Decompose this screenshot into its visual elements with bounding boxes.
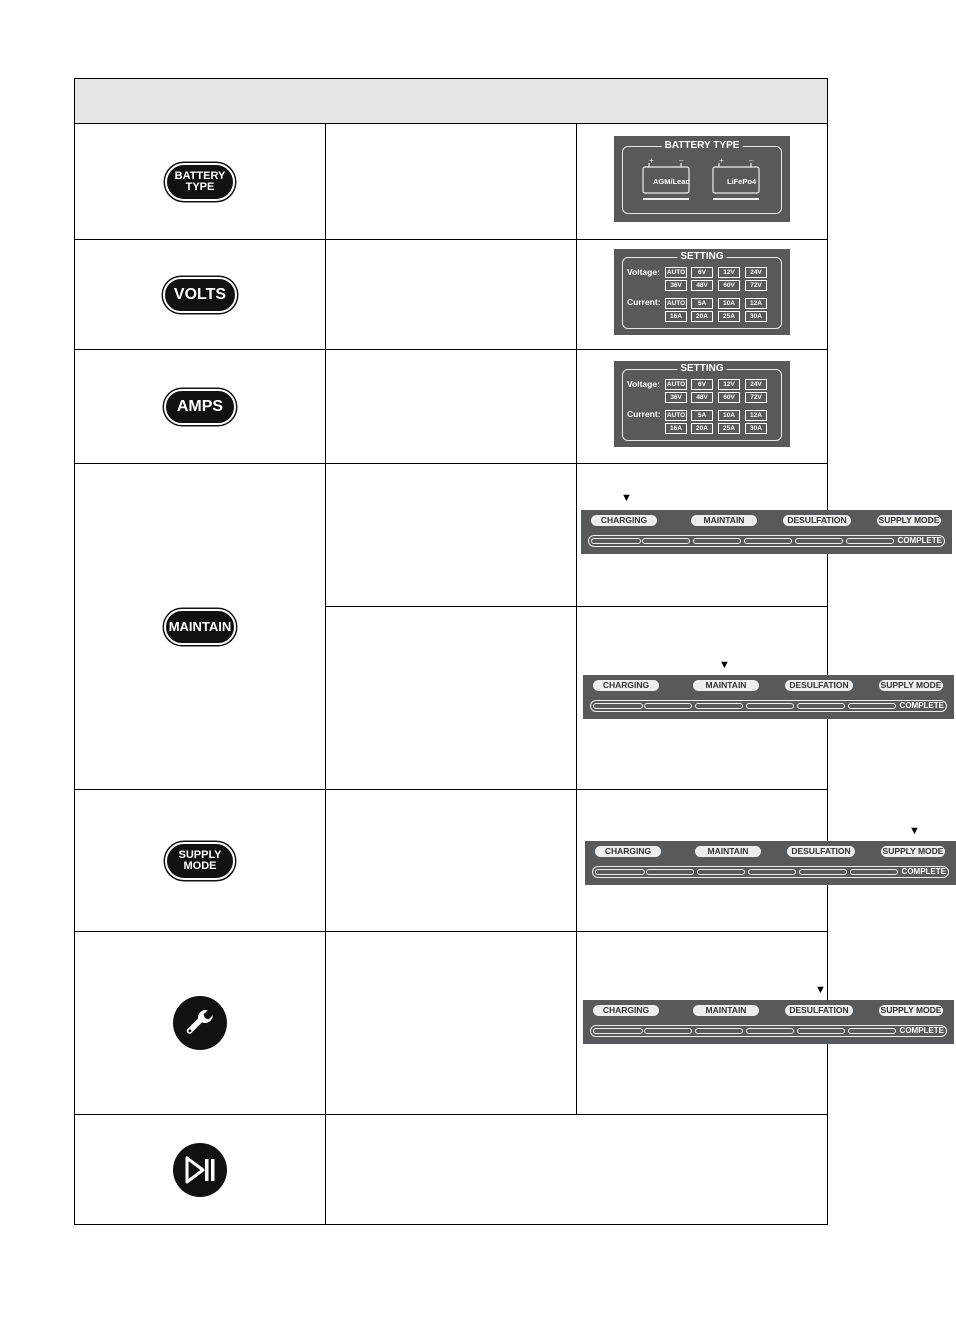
current-option: 10A (718, 298, 740, 309)
table-row (75, 790, 828, 932)
progress-segment (642, 538, 690, 544)
wrench-icon (183, 1006, 217, 1040)
progress-track (592, 866, 949, 878)
progress-segment (797, 1028, 845, 1034)
play-pause-icon (183, 1155, 217, 1185)
progress-track (590, 1025, 947, 1037)
voltage-option: 48V (691, 280, 713, 291)
display-cell (577, 790, 946, 932)
battery-type-title: BATTERY TYPE (662, 140, 743, 151)
progress-segment (644, 703, 692, 709)
current-option: 30A (745, 311, 767, 322)
progress-segment (695, 703, 743, 709)
description-cell (326, 350, 577, 464)
battery-type-display (614, 136, 790, 222)
button-cell (75, 1115, 326, 1225)
voltage-option: AUTO (666, 269, 686, 276)
button-cell (75, 240, 326, 350)
table-row (75, 124, 828, 240)
progress-segment (799, 869, 847, 875)
description-cell (326, 607, 577, 790)
volts-setting-display (614, 249, 790, 335)
stage-label: MAINTAIN (693, 680, 759, 691)
stage-bar-charging (581, 510, 952, 554)
progress-segment (746, 703, 794, 709)
svg-text:+: + (719, 156, 724, 165)
setting-title: SETTING (677, 251, 726, 262)
voltage-option: AUTO (666, 381, 686, 388)
button-function-table (74, 78, 946, 1225)
progress-segment (846, 538, 894, 544)
progress-segment (646, 869, 694, 875)
current-label: Current: (627, 297, 661, 307)
display-cell (577, 240, 828, 350)
display-cell (577, 464, 942, 607)
svg-text:–: – (749, 156, 754, 165)
current-option: 30A (745, 423, 767, 434)
setting-frame (622, 363, 782, 441)
table-row (75, 932, 828, 1115)
current-option: 10A (718, 410, 740, 421)
complete-label: COMPLETE (899, 701, 944, 710)
display-cell (577, 932, 944, 1115)
current-option: 16A (665, 311, 687, 322)
progress-segment (848, 703, 896, 709)
button-cell (75, 350, 326, 464)
stage-label: SUPPLY MODE (880, 1005, 942, 1015)
current-option: 12A (745, 410, 767, 421)
progress-segment (850, 869, 898, 875)
stage-label: SUPPLY MODE (882, 846, 944, 856)
desulfation-button[interactable] (173, 996, 227, 1050)
progress-segment (695, 1028, 743, 1034)
stage-label: SUPPLY MODE (880, 680, 942, 690)
stage-label: CHARGING (593, 1005, 659, 1016)
stage-label: MAINTAIN (693, 1005, 759, 1016)
progress-track (590, 700, 947, 712)
amps-button[interactable]: AMPS (164, 389, 236, 425)
stage-label: CHARGING (595, 846, 661, 857)
current-option: AUTO (666, 300, 686, 307)
stage-label: SUPPLY MODE (878, 515, 940, 525)
progress-segment (746, 1028, 794, 1034)
voltage-option: 24V (745, 379, 767, 390)
progress-segment (593, 1028, 643, 1034)
progress-segment (748, 869, 796, 875)
agm-lead-label: AGM/Lead (653, 177, 691, 186)
voltage-option: 12V (718, 379, 740, 390)
current-option: 20A (691, 311, 713, 322)
current-option: 25A (718, 311, 740, 322)
progress-segment (591, 538, 641, 544)
progress-track (588, 535, 945, 547)
battery-type-button[interactable]: BATTERY TYPE (165, 163, 235, 201)
progress-segment (795, 538, 843, 544)
description-cell (326, 790, 577, 932)
current-option: 5A (691, 298, 713, 309)
progress-segment (644, 1028, 692, 1034)
table-header (75, 79, 828, 124)
svg-text:+: + (649, 156, 654, 165)
button-cell (75, 790, 326, 932)
display-cell (577, 607, 944, 790)
table-row (75, 464, 828, 607)
maintain-button[interactable]: MAINTAIN (164, 609, 236, 645)
current-option: 5A (691, 410, 713, 421)
table-row (75, 1115, 828, 1225)
stage-label: CHARGING (591, 515, 657, 526)
stage-pointer: ▼ (815, 984, 826, 996)
svg-text:–: – (679, 156, 684, 165)
complete-label: COMPLETE (897, 536, 942, 545)
lifepo4-label: LiFePo4 (727, 177, 757, 186)
stage-label: DESULFATION (785, 1005, 853, 1016)
progress-segment (697, 869, 745, 875)
button-cell (75, 464, 326, 790)
current-label: Current: (627, 409, 661, 419)
complete-label: COMPLETE (901, 867, 946, 876)
voltage-option: 24V (745, 267, 767, 278)
table-row (75, 350, 828, 464)
voltage-label: Voltage: (627, 379, 660, 389)
progress-segment (848, 1028, 896, 1034)
stage-label: DESULFATION (787, 846, 855, 857)
voltage-option: 6V (691, 267, 713, 278)
current-option: 16A (665, 423, 687, 434)
voltage-option: 36V (665, 392, 687, 403)
setting-frame (622, 251, 782, 329)
amps-setting-display (614, 361, 790, 447)
description-cell (326, 464, 577, 607)
setting-title: SETTING (677, 363, 726, 374)
stage-bar-supply (585, 841, 956, 885)
voltage-option: 60V (718, 392, 740, 403)
display-cell (577, 350, 828, 464)
stage-pointer: ▼ (719, 659, 730, 671)
description-cell (326, 124, 577, 240)
progress-segment (693, 538, 741, 544)
stage-label: MAINTAIN (691, 515, 757, 526)
description-cell (326, 240, 577, 350)
voltage-option: 60V (718, 280, 740, 291)
voltage-option: 6V (691, 379, 713, 390)
description-cell (326, 932, 577, 1115)
volts-button[interactable]: VOLTS (163, 277, 237, 313)
voltage-option: 48V (691, 392, 713, 403)
progress-segment (797, 703, 845, 709)
current-option: 20A (691, 423, 713, 434)
start-pause-button[interactable] (173, 1143, 227, 1197)
stage-pointer: ▼ (909, 825, 920, 837)
stage-pointer: ▼ (621, 492, 632, 504)
current-option: 25A (718, 423, 740, 434)
voltage-option: 12V (718, 267, 740, 278)
current-option: 12A (745, 298, 767, 309)
stage-bar-maintain (583, 675, 954, 719)
stage-bar-desulfation (583, 1000, 954, 1044)
description-cell (326, 1115, 828, 1225)
stage-label: DESULFATION (785, 680, 853, 691)
button-cell (75, 124, 326, 240)
voltage-option: 72V (745, 280, 767, 291)
stage-label: CHARGING (593, 680, 659, 691)
progress-segment (593, 703, 643, 709)
supply-mode-button[interactable]: SUPPLY MODE (165, 842, 235, 880)
display-cell (577, 124, 828, 240)
voltage-option: 72V (745, 392, 767, 403)
button-cell (75, 932, 326, 1115)
current-option: AUTO (666, 412, 686, 419)
stage-label: MAINTAIN (695, 846, 761, 857)
stage-label: DESULFATION (783, 515, 851, 526)
progress-segment (744, 538, 792, 544)
voltage-label: Voltage: (627, 267, 660, 277)
progress-segment (595, 869, 645, 875)
complete-label: COMPLETE (899, 1026, 944, 1035)
voltage-option: 36V (665, 280, 687, 291)
table-row (75, 240, 828, 350)
